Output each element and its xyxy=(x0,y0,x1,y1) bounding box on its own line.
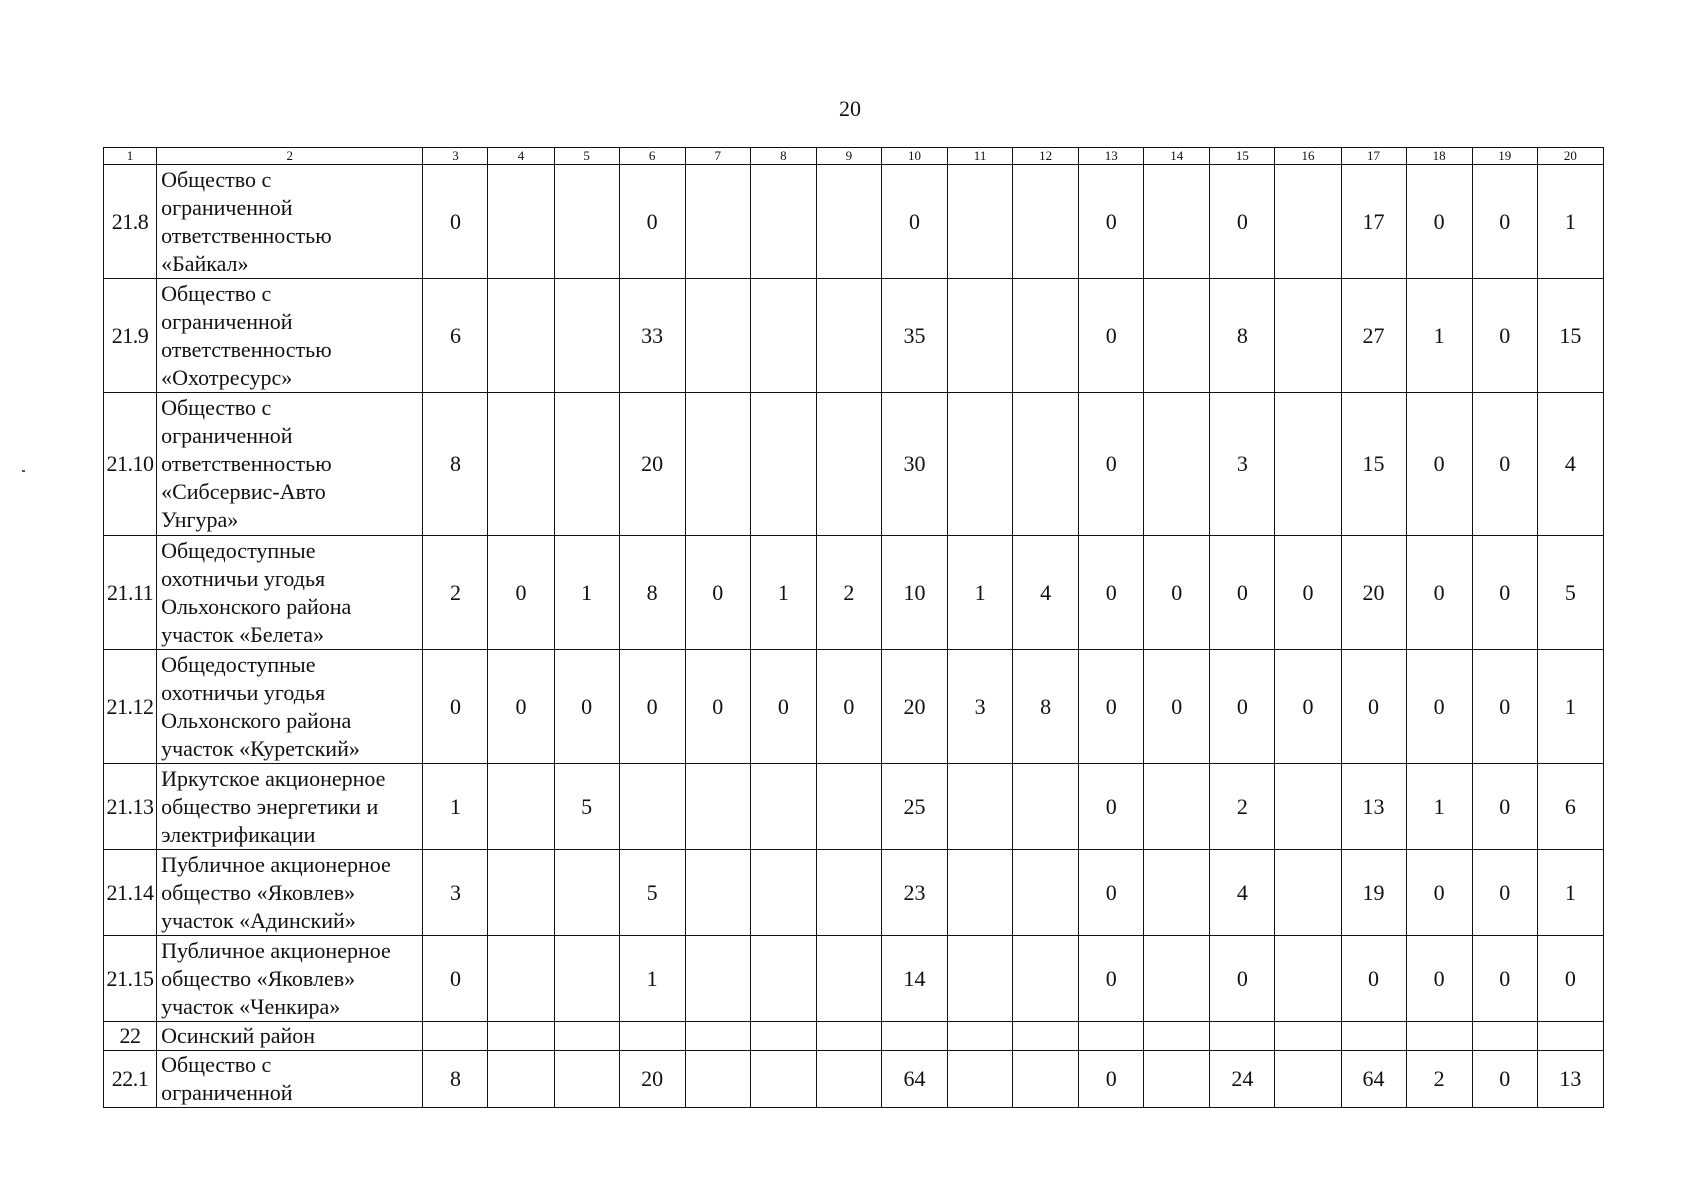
row-number-cell: 21.11 xyxy=(104,536,157,650)
row-name-cell xyxy=(157,279,423,393)
value-cell-col-8: 1 xyxy=(750,536,816,650)
value-cell-col-9 xyxy=(816,850,881,936)
row-name-cell xyxy=(157,1022,423,1051)
value-cell-col-20: 1 xyxy=(1537,165,1603,279)
value-cell-col-5: 5 xyxy=(554,764,619,850)
row-name-cell xyxy=(157,936,423,1022)
value-cell-col-7 xyxy=(685,1051,750,1108)
value-cell-col-11 xyxy=(948,1051,1013,1108)
value-cell-col-7 xyxy=(685,165,750,279)
value-cell-col-3: 6 xyxy=(423,279,488,393)
column-header-11: 11 xyxy=(948,148,1013,165)
value-cell-col-3: 2 xyxy=(423,536,488,650)
value-cell-col-16 xyxy=(1275,764,1341,850)
value-cell-col-16 xyxy=(1275,1022,1341,1051)
value-cell-col-20: 4 xyxy=(1537,393,1603,536)
value-cell-col-9: 2 xyxy=(816,536,881,650)
value-cell-col-15: 8 xyxy=(1210,279,1275,393)
value-cell-col-12 xyxy=(1013,1022,1079,1051)
value-cell-col-10: 64 xyxy=(881,1051,947,1108)
row-name-cell xyxy=(157,850,423,936)
table-header xyxy=(104,148,1604,165)
row-name-cell xyxy=(157,536,423,650)
value-cell-col-13: 0 xyxy=(1079,650,1144,764)
value-cell-col-13: 0 xyxy=(1079,764,1144,850)
value-cell-col-16: 0 xyxy=(1275,536,1341,650)
value-cell-col-7 xyxy=(685,764,750,850)
value-cell-col-9: 0 xyxy=(816,650,881,764)
value-cell-col-8 xyxy=(750,1051,816,1108)
value-cell-col-17: 64 xyxy=(1341,1051,1406,1108)
column-header-1: 1 xyxy=(104,148,157,165)
value-cell-col-8 xyxy=(750,1022,816,1051)
value-cell-col-4: 0 xyxy=(488,650,554,764)
value-cell-col-14 xyxy=(1144,1022,1210,1051)
value-cell-col-15: 4 xyxy=(1210,850,1275,936)
value-cell-col-11 xyxy=(948,936,1013,1022)
column-header-10: 10 xyxy=(881,148,947,165)
value-cell-col-20: 1 xyxy=(1537,850,1603,936)
value-cell-col-15: 0 xyxy=(1210,650,1275,764)
value-cell-col-6: 5 xyxy=(619,850,685,936)
table-row xyxy=(104,650,1604,764)
column-header-4: 4 xyxy=(488,148,554,165)
value-cell-col-3 xyxy=(423,1022,488,1051)
column-header-7: 7 xyxy=(685,148,750,165)
value-cell-col-9 xyxy=(816,165,881,279)
table-row xyxy=(104,279,1604,393)
value-cell-col-3: 0 xyxy=(423,650,488,764)
column-header-16: 16 xyxy=(1275,148,1341,165)
value-cell-col-5 xyxy=(554,1022,619,1051)
row-number-cell: 21.10 xyxy=(104,393,157,536)
row-number-cell: 21.9 xyxy=(104,279,157,393)
table-row xyxy=(104,165,1604,279)
value-cell-col-19: 0 xyxy=(1472,1051,1537,1108)
value-cell-col-8 xyxy=(750,850,816,936)
column-header-13: 13 xyxy=(1079,148,1144,165)
value-cell-col-14: 0 xyxy=(1144,536,1210,650)
value-cell-col-10: 10 xyxy=(881,536,947,650)
column-header-19: 19 xyxy=(1472,148,1537,165)
value-cell-col-17: 17 xyxy=(1341,165,1406,279)
value-cell-col-4 xyxy=(488,393,554,536)
value-cell-col-20: 15 xyxy=(1537,279,1603,393)
value-cell-col-13 xyxy=(1079,1022,1144,1051)
value-cell-col-14 xyxy=(1144,279,1210,393)
value-cell-col-18: 0 xyxy=(1406,536,1472,650)
data-table xyxy=(103,147,1604,1108)
value-cell-col-6: 20 xyxy=(619,1051,685,1108)
value-cell-col-19: 0 xyxy=(1472,279,1537,393)
value-cell-col-17: 0 xyxy=(1341,936,1406,1022)
table-row xyxy=(104,850,1604,936)
value-cell-col-6: 33 xyxy=(619,279,685,393)
value-cell-col-20: 1 xyxy=(1537,650,1603,764)
row-name-cell xyxy=(157,165,423,279)
value-cell-col-16 xyxy=(1275,1051,1341,1108)
row-name-cell xyxy=(157,650,423,764)
value-cell-col-12 xyxy=(1013,936,1079,1022)
value-cell-col-5 xyxy=(554,165,619,279)
value-cell-col-19 xyxy=(1472,1022,1537,1051)
column-header-5: 5 xyxy=(554,148,619,165)
value-cell-col-17: 0 xyxy=(1341,650,1406,764)
row-name-cell xyxy=(157,1051,423,1108)
row-name-text: Публичное акционерное общество «Яковлев» участок «Адинский» xyxy=(161,851,391,933)
value-cell-col-11 xyxy=(948,165,1013,279)
value-cell-col-11 xyxy=(948,393,1013,536)
row-name-text: Общедоступные охотничьи угодья Ольхонского района участок «Куретский» xyxy=(161,651,360,761)
table-row xyxy=(104,764,1604,850)
value-cell-col-9 xyxy=(816,279,881,393)
value-cell-col-5 xyxy=(554,936,619,1022)
value-cell-col-12 xyxy=(1013,165,1079,279)
value-cell-col-5: 1 xyxy=(554,536,619,650)
row-name-text: Иркутское акционерное общество энергетики и электрификации xyxy=(161,765,386,847)
value-cell-col-8 xyxy=(750,764,816,850)
value-cell-col-17: 19 xyxy=(1341,850,1406,936)
value-cell-col-13: 0 xyxy=(1079,1051,1144,1108)
value-cell-col-14 xyxy=(1144,936,1210,1022)
value-cell-col-6 xyxy=(619,1022,685,1051)
value-cell-col-18: 0 xyxy=(1406,393,1472,536)
value-cell-col-10: 20 xyxy=(881,650,947,764)
value-cell-col-7 xyxy=(685,936,750,1022)
column-header-6: 6 xyxy=(619,148,685,165)
value-cell-col-10: 0 xyxy=(881,165,947,279)
value-cell-col-20 xyxy=(1537,1022,1603,1051)
value-cell-col-9 xyxy=(816,1022,881,1051)
value-cell-col-19: 0 xyxy=(1472,936,1537,1022)
row-name-text: Общество с ограниченной ответственностью «Охотресурс» xyxy=(161,280,332,390)
value-cell-col-18: 0 xyxy=(1406,165,1472,279)
value-cell-col-6: 0 xyxy=(619,650,685,764)
value-cell-col-18 xyxy=(1406,1022,1472,1051)
value-cell-col-3: 0 xyxy=(423,165,488,279)
value-cell-col-7 xyxy=(685,393,750,536)
column-header-8: 8 xyxy=(750,148,816,165)
value-cell-col-14 xyxy=(1144,764,1210,850)
value-cell-col-20: 13 xyxy=(1537,1051,1603,1108)
value-cell-col-18: 1 xyxy=(1406,279,1472,393)
value-cell-col-13: 0 xyxy=(1079,536,1144,650)
value-cell-col-12 xyxy=(1013,850,1079,936)
value-cell-col-13: 0 xyxy=(1079,165,1144,279)
value-cell-col-19: 0 xyxy=(1472,165,1537,279)
row-name-text: Общество с ограниченной ответственностью «Байкал» xyxy=(161,166,332,276)
column-header-17: 17 xyxy=(1341,148,1406,165)
value-cell-col-18: 0 xyxy=(1406,936,1472,1022)
value-cell-col-4 xyxy=(488,1051,554,1108)
value-cell-col-19: 0 xyxy=(1472,393,1537,536)
value-cell-col-19: 0 xyxy=(1472,764,1537,850)
row-number-cell: 21.13 xyxy=(104,764,157,850)
value-cell-col-10: 30 xyxy=(881,393,947,536)
header-row xyxy=(104,148,1604,165)
value-cell-col-10: 25 xyxy=(881,764,947,850)
value-cell-col-5 xyxy=(554,850,619,936)
value-cell-col-4 xyxy=(488,764,554,850)
value-cell-col-19: 0 xyxy=(1472,536,1537,650)
value-cell-col-7 xyxy=(685,850,750,936)
value-cell-col-12 xyxy=(1013,1051,1079,1108)
scan-mark xyxy=(22,470,25,472)
value-cell-col-3: 8 xyxy=(423,393,488,536)
value-cell-col-6 xyxy=(619,764,685,850)
value-cell-col-10: 14 xyxy=(881,936,947,1022)
value-cell-col-4: 0 xyxy=(488,536,554,650)
value-cell-col-15: 0 xyxy=(1210,936,1275,1022)
row-name-cell xyxy=(157,393,423,536)
row-number-cell: 22 xyxy=(104,1022,157,1051)
value-cell-col-12 xyxy=(1013,764,1079,850)
value-cell-col-17: 13 xyxy=(1341,764,1406,850)
value-cell-col-17: 15 xyxy=(1341,393,1406,536)
value-cell-col-18: 0 xyxy=(1406,850,1472,936)
table-row xyxy=(104,936,1604,1022)
value-cell-col-18: 0 xyxy=(1406,650,1472,764)
column-header-20: 20 xyxy=(1537,148,1603,165)
value-cell-col-8 xyxy=(750,936,816,1022)
value-cell-col-17: 27 xyxy=(1341,279,1406,393)
table-row xyxy=(104,536,1604,650)
value-cell-col-16 xyxy=(1275,850,1341,936)
value-cell-col-17 xyxy=(1341,1022,1406,1051)
value-cell-col-12 xyxy=(1013,279,1079,393)
row-number-cell: 21.14 xyxy=(104,850,157,936)
value-cell-col-11 xyxy=(948,850,1013,936)
value-cell-col-5: 0 xyxy=(554,650,619,764)
value-cell-col-16 xyxy=(1275,936,1341,1022)
value-cell-col-17: 20 xyxy=(1341,536,1406,650)
value-cell-col-9 xyxy=(816,936,881,1022)
table-row xyxy=(104,393,1604,536)
value-cell-col-10: 35 xyxy=(881,279,947,393)
column-header-3: 3 xyxy=(423,148,488,165)
value-cell-col-6: 1 xyxy=(619,936,685,1022)
value-cell-col-11 xyxy=(948,279,1013,393)
value-cell-col-12: 8 xyxy=(1013,650,1079,764)
value-cell-col-16 xyxy=(1275,165,1341,279)
value-cell-col-19: 0 xyxy=(1472,850,1537,936)
value-cell-col-8 xyxy=(750,279,816,393)
value-cell-col-15: 0 xyxy=(1210,165,1275,279)
value-cell-col-11: 1 xyxy=(948,536,1013,650)
row-name-text: Общество с ограниченной xyxy=(161,1052,293,1105)
value-cell-col-12: 4 xyxy=(1013,536,1079,650)
column-header-9: 9 xyxy=(816,148,881,165)
value-cell-col-9 xyxy=(816,1051,881,1108)
value-cell-col-15: 0 xyxy=(1210,536,1275,650)
column-header-18: 18 xyxy=(1406,148,1472,165)
row-number-cell: 22.1 xyxy=(104,1051,157,1108)
value-cell-col-15: 3 xyxy=(1210,393,1275,536)
value-cell-col-4 xyxy=(488,850,554,936)
value-cell-col-9 xyxy=(816,393,881,536)
value-cell-col-7: 0 xyxy=(685,536,750,650)
value-cell-col-13: 0 xyxy=(1079,393,1144,536)
value-cell-col-18: 2 xyxy=(1406,1051,1472,1108)
value-cell-col-11 xyxy=(948,764,1013,850)
row-name-cell xyxy=(157,764,423,850)
column-header-15: 15 xyxy=(1210,148,1275,165)
row-number-cell: 21.12 xyxy=(104,650,157,764)
value-cell-col-14: 0 xyxy=(1144,650,1210,764)
value-cell-col-7: 0 xyxy=(685,650,750,764)
value-cell-col-13: 0 xyxy=(1079,850,1144,936)
value-cell-col-8 xyxy=(750,165,816,279)
row-name-text: Общество с ограниченной ответственностью «Сибсервис-Авто Унгура» xyxy=(161,395,332,532)
value-cell-col-7 xyxy=(685,1022,750,1051)
row-name-text: Осинский район xyxy=(161,1023,316,1048)
table-body xyxy=(104,165,1604,1108)
value-cell-col-16 xyxy=(1275,393,1341,536)
value-cell-col-16: 0 xyxy=(1275,650,1341,764)
value-cell-col-14 xyxy=(1144,1051,1210,1108)
value-cell-col-12 xyxy=(1013,393,1079,536)
value-cell-col-9 xyxy=(816,764,881,850)
table-row xyxy=(104,1051,1604,1108)
column-header-2: 2 xyxy=(157,148,423,165)
value-cell-col-20: 6 xyxy=(1537,764,1603,850)
page-number: 20 xyxy=(839,96,861,121)
column-header-14: 14 xyxy=(1144,148,1210,165)
value-cell-col-14 xyxy=(1144,165,1210,279)
value-cell-col-15: 2 xyxy=(1210,764,1275,850)
value-cell-col-18: 1 xyxy=(1406,764,1472,850)
value-cell-col-6: 0 xyxy=(619,165,685,279)
value-cell-col-15 xyxy=(1210,1022,1275,1051)
value-cell-col-10: 23 xyxy=(881,850,947,936)
row-name-text: Публичное акционерное общество «Яковлев» участок «Ченкира» xyxy=(161,937,391,1019)
value-cell-col-10 xyxy=(881,1022,947,1051)
value-cell-col-5 xyxy=(554,279,619,393)
value-cell-col-5 xyxy=(554,393,619,536)
row-number-cell: 21.15 xyxy=(104,936,157,1022)
value-cell-col-4 xyxy=(488,279,554,393)
value-cell-col-15: 24 xyxy=(1210,1051,1275,1108)
value-cell-col-4 xyxy=(488,936,554,1022)
value-cell-col-3: 0 xyxy=(423,936,488,1022)
value-cell-col-3: 3 xyxy=(423,850,488,936)
value-cell-col-14 xyxy=(1144,850,1210,936)
value-cell-col-8: 0 xyxy=(750,650,816,764)
row-name-text: Общедоступные охотничьи угодья Ольхонского района участок «Белета» xyxy=(161,537,352,647)
value-cell-col-3: 1 xyxy=(423,764,488,850)
value-cell-col-5 xyxy=(554,1051,619,1108)
value-cell-col-4 xyxy=(488,1022,554,1051)
value-cell-col-16 xyxy=(1275,279,1341,393)
value-cell-col-20: 0 xyxy=(1537,936,1603,1022)
row-number-cell: 21.8 xyxy=(104,165,157,279)
value-cell-col-3: 8 xyxy=(423,1051,488,1108)
column-header-12: 12 xyxy=(1013,148,1079,165)
table-row xyxy=(104,1022,1604,1051)
value-cell-col-6: 20 xyxy=(619,393,685,536)
value-cell-col-14 xyxy=(1144,393,1210,536)
value-cell-col-7 xyxy=(685,279,750,393)
value-cell-col-11: 3 xyxy=(948,650,1013,764)
value-cell-col-13: 0 xyxy=(1079,936,1144,1022)
value-cell-col-8 xyxy=(750,393,816,536)
value-cell-col-11 xyxy=(948,1022,1013,1051)
value-cell-col-6: 8 xyxy=(619,536,685,650)
value-cell-col-19: 0 xyxy=(1472,650,1537,764)
value-cell-col-13: 0 xyxy=(1079,279,1144,393)
value-cell-col-20: 5 xyxy=(1537,536,1603,650)
value-cell-col-4 xyxy=(488,165,554,279)
